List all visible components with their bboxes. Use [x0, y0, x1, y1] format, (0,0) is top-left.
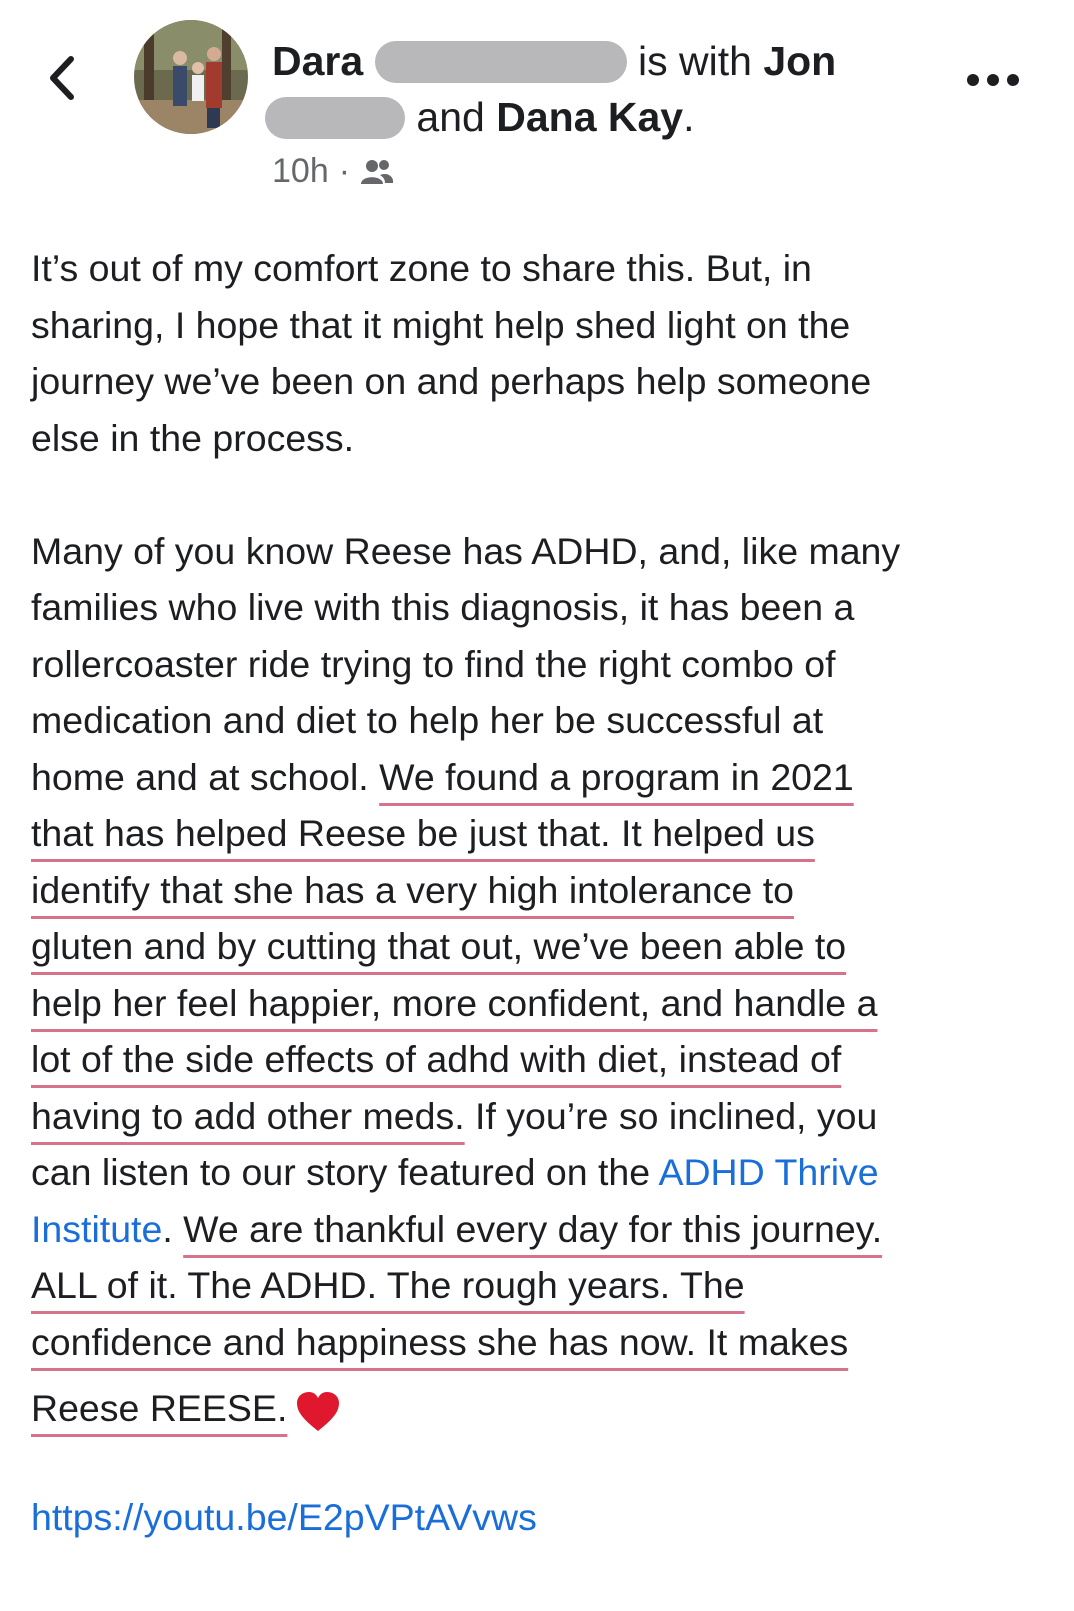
post-text — [31, 240, 1051, 1493]
post-header-line-1 — [272, 36, 836, 86]
institute-link[interactable]: Institute — [31, 1207, 163, 1250]
adhd-thrive-link[interactable]: ADHD Thrive — [658, 1151, 879, 1193]
youtube-link[interactable]: https://youtu.be/E2pVPtAVvws — [31, 1496, 537, 1538]
back-button[interactable] — [40, 50, 84, 106]
meta-separator: · — [338, 152, 351, 190]
and-text: and — [416, 94, 485, 140]
post-paragraph-2: Many of you know Reese has ADHD, and, like many families who live with this diagnosis, it has been a rollercoaster ride trying to find the right combo of medication and diet to help her be successful at home and at school. We found a program in 2021 that has helped Reese be just that. It helped us identify that she has a very high intolerance to gluten and by cutting that out, we’ve been able to help her feel happier, more confident, and handle a lot of the side effects of adhd with diet, instead of having to add other meds. If you’re so inclined, you can listen to our story featured on the ADHD Thrive Institute. We are thankful every day for this journey. ALL of it. The ADHD. The rough years. The confidence and happiness she has now. It makes Reese REESE. — [31, 523, 1051, 1437]
timestamp[interactable]: 10h — [272, 152, 329, 190]
more-options-icon — [966, 73, 1020, 87]
highlighted-text: We found a program in 2021 — [379, 755, 854, 798]
chevron-left-icon — [47, 55, 77, 101]
redacted-author-surname — [375, 41, 627, 83]
post-meta — [272, 152, 394, 191]
post-header-line-2: and Dana Kay. — [265, 92, 695, 142]
redacted-tagged-surname — [265, 97, 405, 139]
tagged-user-jon[interactable]: Jon — [763, 38, 837, 84]
friends-icon[interactable] — [360, 158, 394, 186]
red-heart-icon — [295, 1391, 341, 1433]
more-options-button[interactable] — [958, 60, 1028, 100]
avatar[interactable] — [134, 20, 248, 134]
post-paragraph-1: It’s out of my comfort zone to share this. But, in sharing, I hope that it might help shed light on the journey we’ve been on and perhaps help someone else in the process. — [31, 247, 872, 459]
tagged-user-dana-kay[interactable]: Dana Kay — [496, 94, 684, 140]
is-with-text: is with — [637, 38, 752, 84]
author-name[interactable]: Dara — [272, 38, 364, 84]
